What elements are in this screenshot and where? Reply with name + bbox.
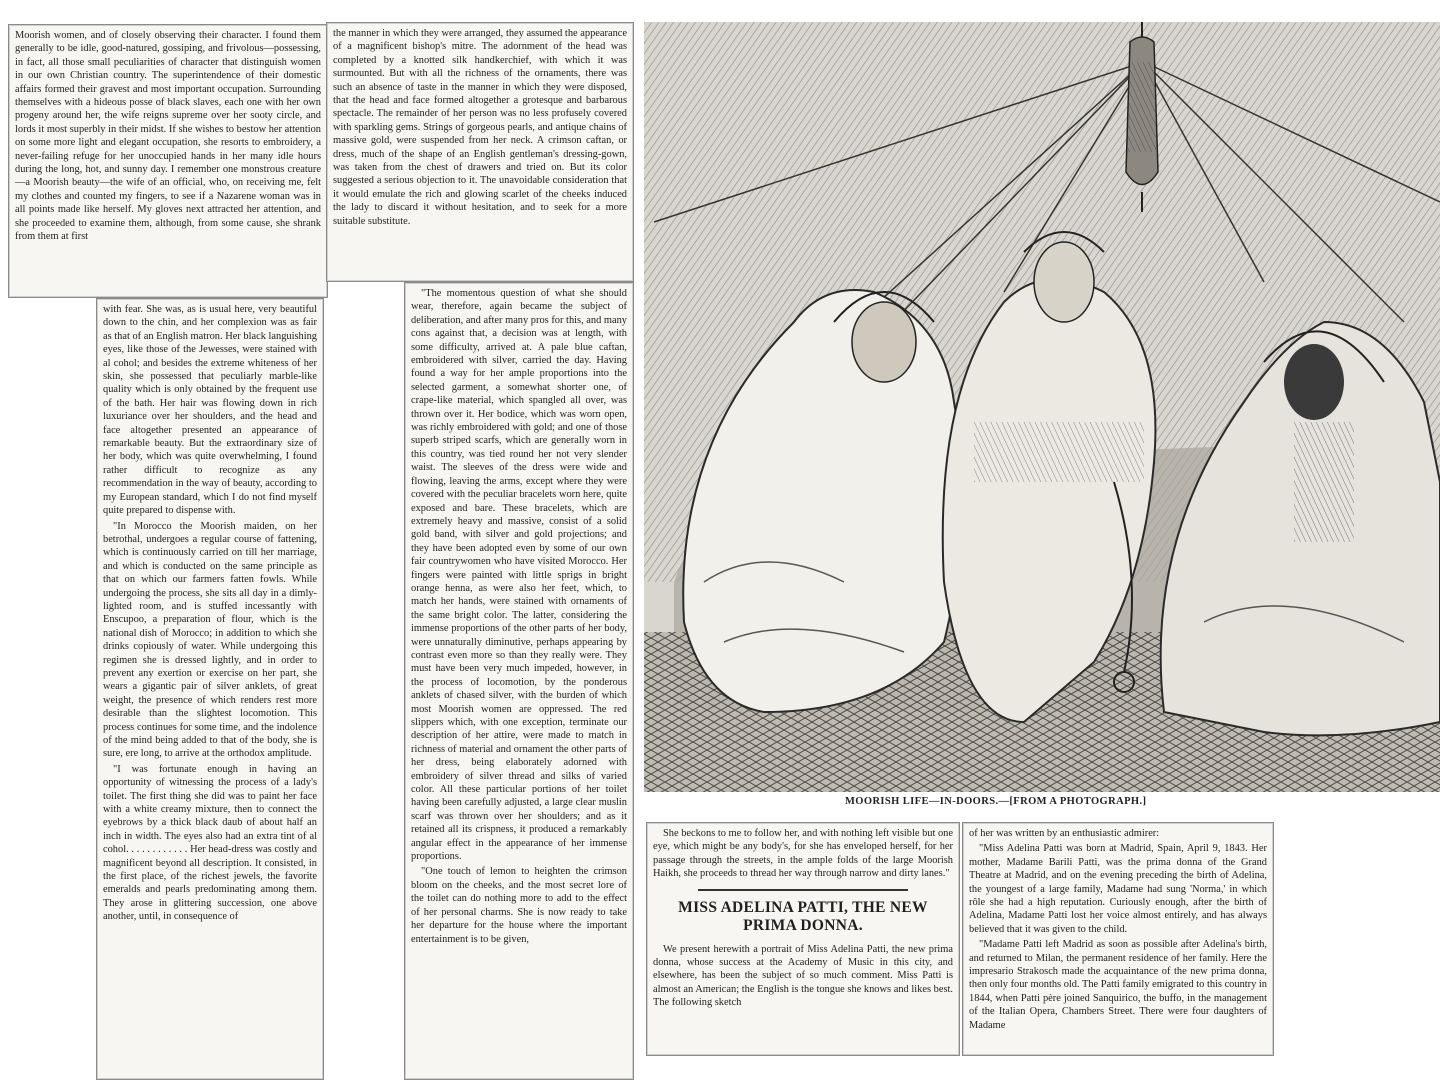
column-b-bottom-clipping xyxy=(404,282,634,1080)
column-d-text xyxy=(963,823,1273,1038)
engraving-illustration xyxy=(644,22,1440,792)
column-d-paragraph-1: of her was written by an enthusiastic admirer: xyxy=(969,828,1160,839)
patti-headline-line-2: PRIMA DONNA. xyxy=(743,916,863,934)
column-b-paragraph-2: "One touch of lemon to heighten the crimson bloom on the cheeks, and the most secret lore of the toilet can do nothing more to add to the effect of her personal charms. She is now ready to take her departure for the house where the important entertainment is to be given, xyxy=(411,866,627,945)
headline-rule xyxy=(698,889,908,891)
column-b-top-clipping xyxy=(326,22,634,282)
column-a-top-paragraph: Moorish women, and of closely observing their character. I found them generally to be idle, good-natured, gossiping, and frivolous—possessing, in fact, all those small peculiarities of character that distinguish women in our own Christian country. The superintendence of their domestic affairs formed their gravest and most important occupation. Surrounding themselves with a hideous posse of black slaves, each one with her own progeny around her, the wife reigns supreme over her sooty circle, and lords it most superbly in their midst. If she wishes to bestow her attention on some more light and elegant occupation, she resorts to embroidery, a never-failing refuge for her unoccupied hands in her many idle hours during the long, hot, and sunny day. I remember one monstrous creature—a Moorish beauty—the wife of an official, who, on receiving me, felt my clothes and counted my fingers, to see if a Nazarene woman was in all points made like herself. My gloves next attracted her attention, and she proceeded to examine them, although, from some cause, she shrank from them at first xyxy=(15,30,321,243)
column-b-top-paragraph: the manner in which they were arranged, they assumed the appearance of a magnificent bishop's mitre. The adornment of the head was completed by a knotted silk handkerchief, with which it was surmounted. But with all the richness of the ornaments, there was such an absence of taste in the manner in which they were disposed, that the head and face formed altogether a grotesque and barbarous spectacle. The remainder of her person was no less profusely covered with sparkling gems. Strings of gorgeous pearls, and antique chains of massive gold, were suspended from her neck. A crimson caftan, or dress, much of the shape of an English gentleman's dressing-gown, was taken from the chest of drawers and tried on. But its color suggested a serious objection to it. The unavoidable consideration that it would emulate the rich and glowing scarlet of the cheeks induced the lady to discard it without hesitation, and to seek for a more suitable substitute. xyxy=(333,28,627,227)
column-d-paragraph-3: "Madame Patti left Madrid as soon as possible after Adelina's birth, and returned to Milan, the permanent residence of her family. Here the impresario Strakosch made the acquaintance of the new prima donna, then only four months old. The Patti family emigrated to this country in 1844, when Patti père joined Sanquirico, the buffo, in the management of the Italian Opera, Chambers Street. There were four daughters of Madame xyxy=(969,939,1267,1031)
column-a-paragraph-1: with fear. She was, as is usual here, very beautiful down to the chin, and her complexion was as fair as that of an English matron. Her black languishing eyes, like those of the Jewesses, were stained with al cohol; and besides the extreme whiteness of her skin, she possessed that peculiarly marble-like quality which is only obtained by the frequent use of the bath. Her hair was flowing down in rich luxuriance over her shoulders, and the head and face altogether presented an appearance of remarkable beauty. But the extraordinary size of her body, which was quite overwhelming, I found rather difficult to recognize as any recommendation in the way of beauty, according to my European standard, which I do not find myself quite prepared to dispense with. xyxy=(103,304,317,517)
column-a-top-clipping xyxy=(8,24,328,298)
engraving-drawing xyxy=(644,22,1440,792)
column-a-bottom-text xyxy=(97,299,323,930)
column-a-top-text xyxy=(9,25,327,250)
column-b-top-text xyxy=(327,23,633,234)
column-c-text xyxy=(647,823,959,1016)
patti-headline-line-1: MISS ADELINA PATTI, THE NEW xyxy=(678,898,928,916)
column-c-opening-paragraph: She beckons to me to follow her, and with nothing left visible but one eye, which might be any body's, for she has enveloped herself, for her passage through the streets, in the ample folds of the large Moorish Haikh, she proceeds to thread her way through narrow and dirty lanes." xyxy=(653,828,953,880)
engraving-caption: MOORISH LIFE—IN-DOORS.—[FROM A PHOTOGRAPH.] xyxy=(845,796,1147,807)
column-c-clipping xyxy=(646,822,960,1056)
column-d-paragraph-2: "Miss Adelina Patti was born at Madrid, Spain, April 9, 1843. Her mother, Madame Barili Patti, was the prima donna of the Grand Theatre at Madrid, and on the evening preceding the birth of Adelina, the youngest of a large family, Madame had sung 'Norma,' in which rôle she had a high reputation. Curiously enough, after the birth of Adelina, Madame Patti lost her voice almost entirely, and has always believed that it was given to the child. xyxy=(969,843,1267,935)
column-b-bottom-text xyxy=(405,283,633,952)
column-d-clipping xyxy=(962,822,1274,1056)
column-a-paragraph-3: "I was fortunate enough in having an opportunity of witnessing the process of a lady's toilet. The first thing she did was to paint her face with a white creamy mixture, then to connect the eyebrows by a thick black daub of about half an inch in width. The eyes also had an extra tint of al cohol. . . . . . . . . . . . Her head-dress was costly and magnificent beyond all description. It consisted, in the first place, of the richest jewels, the favorite emeralds and pearls predominating among them. They arose in glittering succession, one above another, until, in consequence of xyxy=(103,763,317,923)
column-a-bottom-clipping xyxy=(96,298,324,1080)
patti-headline xyxy=(653,899,953,935)
column-a-paragraph-2: "In Morocco the Moorish maiden, on her betrothal, undergoes a regular course of fattening, which is continuously carried on till her marriage, and which is conducted on the same principle as that on which our farmers fatten fowls. While undergoing the process, she sits all day in a dimly-lighted room, and is stuffed incessantly with Enscupoo, a preparation of flour, which is the national dish of Morocco; in addition to which she drinks copiously of water. While undergoing this regimen she is dressed lightly, and in order to prevent any exertion or exercise on her part, she wears a gigantic pair of silver anklets, of great weight, the presence of which renders rest more desirable than the slightest locomotion. This process continues for some time, and the indolence of the mind being added to that of the body, she is sure, ere long, to arrive at the orthodox amplitude. xyxy=(103,520,317,760)
column-b-paragraph-1: "The momentous question of what she should wear, therefore, again became the subject of deliberation, and after many pros for this, and many cons against that, a decision was at length, with some difficulty, arrived at. A pale blue caftan, embroidered with silver, carried the day. Having found a way for her ample proportions into the selected garment, a somewhat shorter one, of crape-like material, which spangled all over, was thrown over it. Her bodice, which was worn open, was richly embroidered with gold; and one of those superb striped scarfs, which are generally worn in this country, was tied round her not very slender waist. The sleeves of the dress were wide and flowing, leaving the arms, except where they were covered with the peculiar bracelets worn here, quite exposed and bare. These bracelets, which are extremely heavy and massive, consist of a solid gold band, with silver and gold projections; and they have been adopted even by some of our own fair countrywomen who have visited Morocco. Her fingers were painted with little sprigs in bright orange henna, as were also her feet, which, to match her hands, were stained with ornaments of the same bright color. The latter, considering the immense proportions of the other parts of her body, were unnaturally diminutive, perhaps appearing by contrast even more so than they really were. They must have been very much impeded, however, in the process of locomotion, by the ponderous anklets of chased silver, with the burden of which most Moorish women are oppressed. The red slippers which, with one exception, terminate our description of her attire, were made to match in richness of material and ornament the other parts of her dress, being elaborately adorned with embroidery of silver thread and silks of varied color. All these particular portions of her toilet having been carefully adjusted, a large clear muslin scarf was thrown over her shoulders; and as it retained all its crispness, it produced a remarkably angular effect in the appearance of her immense proportions. xyxy=(411,288,627,863)
patti-article-paragraph: We present herewith a portrait of Miss Adelina Patti, the new prima donna, whose success at the Academy of Music in this city, and elsewhere, has been the subject of so much comment. Miss Patti is almost an American; the English is the tongue she knows and likes best. The following sketch xyxy=(653,943,953,1009)
